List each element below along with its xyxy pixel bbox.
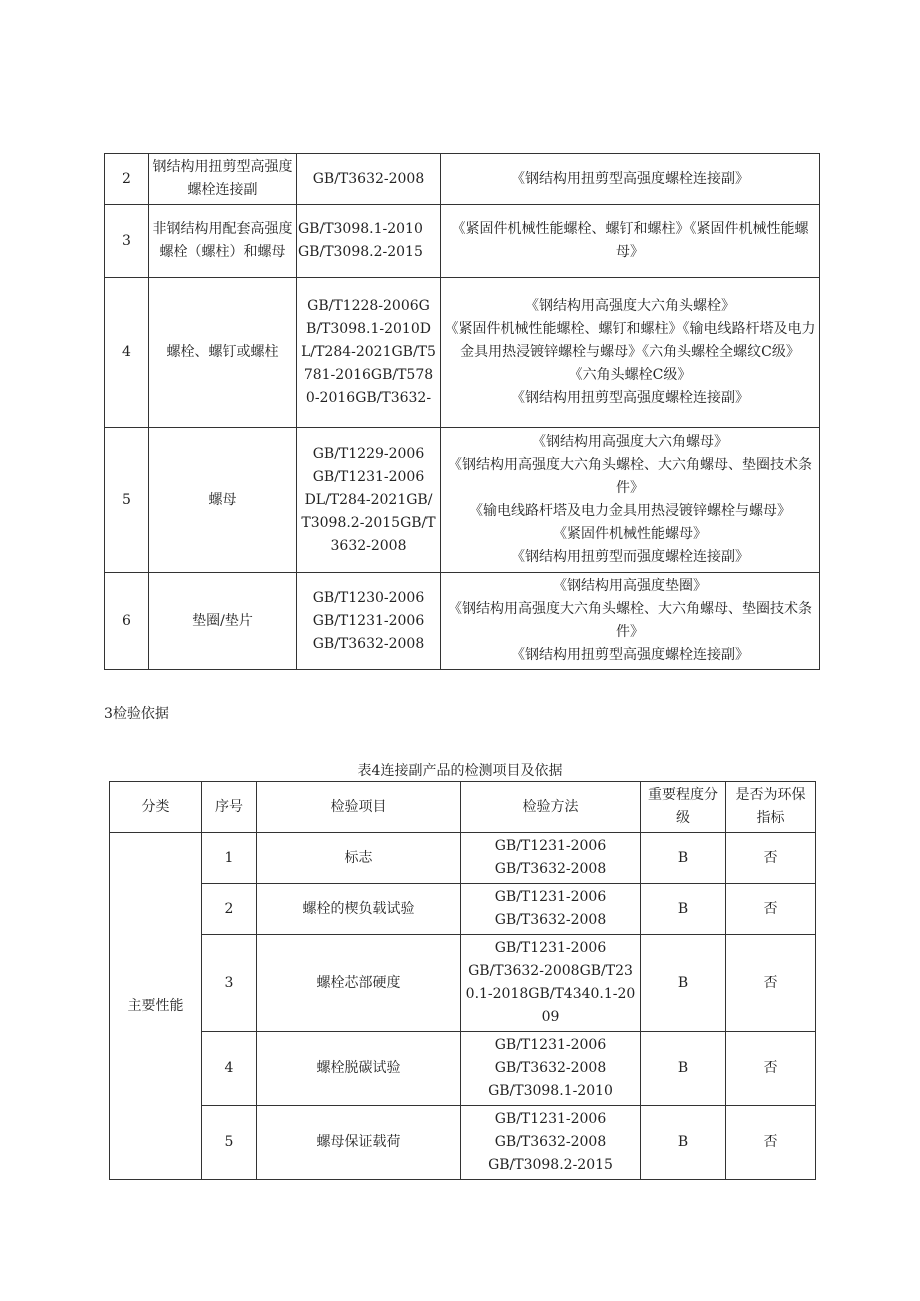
- importance-grade: B: [641, 935, 726, 1032]
- standard-reference: 《钢结构用高强度垫圈》 《钢结构用高强度大六角头螺栓、大六角螺母、垫圈技术条件》 《钢结构用扭剪型高强度螺栓连接副》: [441, 573, 820, 670]
- importance-grade: B: [641, 833, 726, 884]
- header-item: 检验项目: [257, 782, 461, 833]
- standard-code: GB/T1229-2006 GB/T1231-2006 DL/T284-2021GB/T3098.2-2015GB/T3632-2008: [297, 428, 441, 573]
- env-indicator: 否: [726, 1032, 816, 1106]
- product-name: 钢结构用扭剪型高强度螺栓连接副: [149, 154, 297, 205]
- inspection-item: 标志: [257, 833, 461, 884]
- env-indicator: 否: [726, 1106, 816, 1180]
- header-env: 是否为环保指标: [726, 782, 816, 833]
- inspection-item: 螺母保证载荷: [257, 1106, 461, 1180]
- row-number: 4: [202, 1032, 257, 1106]
- table-row: [105, 154, 820, 205]
- product-standards-table: [104, 153, 820, 670]
- standard-code: GB/T1230-2006 GB/T1231-2006 GB/T3632-2008: [297, 573, 441, 670]
- importance-grade: B: [641, 884, 726, 935]
- importance-grade: B: [641, 1032, 726, 1106]
- table-row: [110, 884, 816, 935]
- table-row: [105, 278, 820, 428]
- product-name: 螺母: [149, 428, 297, 573]
- row-number: 3: [202, 935, 257, 1032]
- inspection-method: GB/T1231-2006 GB/T3632-2008 GB/T3098.1-2010: [461, 1032, 641, 1106]
- env-indicator: 否: [726, 833, 816, 884]
- inspection-item: 螺栓的楔负载试验: [257, 884, 461, 935]
- standard-reference: 《钢结构用高强度大六角头螺栓》 《紧固件机械性能螺栓、螺钉和螺柱》《输电线路杆塔及电力金具用热浸镀锌螺栓与螺母》《六角头螺栓全螺纹C级》 《六角头螺栓C级》 《钢结构用扭剪型高强度螺栓连接副》: [441, 278, 820, 428]
- importance-grade: B: [641, 1106, 726, 1180]
- table-row: [105, 428, 820, 573]
- table-row: [110, 833, 816, 884]
- product-name: 垫圈/垫片: [149, 573, 297, 670]
- row-number: 1: [202, 833, 257, 884]
- env-indicator: 否: [726, 884, 816, 935]
- header-method: 检验方法: [461, 782, 641, 833]
- standard-code: GB/T1228-2006GB/T3098.1-2010DL/T284-2021GB/T5781-2016GB/T5780-2016GB/T3632-: [297, 278, 441, 428]
- row-number: 6: [105, 573, 149, 670]
- env-indicator: 否: [726, 935, 816, 1032]
- row-number: 3: [105, 205, 149, 278]
- standard-reference: 《紧固件机械性能螺栓、螺钉和螺柱》《紧固件机械性能螺母》: [441, 205, 820, 278]
- table-row: [105, 205, 820, 278]
- inspection-items-table: [109, 781, 816, 1180]
- row-number: 5: [202, 1106, 257, 1180]
- table-header-row: [110, 782, 816, 833]
- header-category: 分类: [110, 782, 202, 833]
- section-heading: 3检验依据: [104, 706, 169, 722]
- row-number: 2: [105, 154, 149, 205]
- row-number: 5: [105, 428, 149, 573]
- standard-reference: 《钢结构用高强度大六角螺母》 《钢结构用高强度大六角头螺栓、大六角螺母、垫圈技术条件》 《输电线路杆塔及电力金具用热浸镀锌螺栓与螺母》 《紧固件机械性能螺母》 《钢结构用扭剪型而强度螺栓连接副》: [441, 428, 820, 573]
- inspection-method: GB/T1231-2006 GB/T3632-2008GB/T230.1-2018GB/T4340.1-2009: [461, 935, 641, 1032]
- category-cell: 主要性能: [110, 833, 202, 1180]
- table-row: [110, 1106, 816, 1180]
- table-row: [110, 935, 816, 1032]
- table-row: [110, 1032, 816, 1106]
- table-caption: 表4连接副产品的检测项目及依据: [357, 763, 563, 779]
- product-name: 非钢结构用配套高强度螺栓（螺柱）和螺母: [149, 205, 297, 278]
- header-grade: 重要程度分级: [641, 782, 726, 833]
- standard-code: GB/T3098.1-2010 GB/T3098.2-2015: [297, 205, 441, 278]
- header-number: 序号: [202, 782, 257, 833]
- inspection-item: 螺栓脱碳试验: [257, 1032, 461, 1106]
- standard-code: GB/T3632-2008: [297, 154, 441, 205]
- inspection-method: GB/T1231-2006 GB/T3632-2008 GB/T3098.2-2015: [461, 1106, 641, 1180]
- row-number: 2: [202, 884, 257, 935]
- inspection-method: GB/T1231-2006 GB/T3632-2008: [461, 884, 641, 935]
- inspection-item: 螺栓芯部硬度: [257, 935, 461, 1032]
- product-name: 螺栓、螺钉或螺柱: [149, 278, 297, 428]
- standard-reference: 《钢结构用扭剪型高强度螺栓连接副》: [441, 154, 820, 205]
- inspection-method: GB/T1231-2006 GB/T3632-2008: [461, 833, 641, 884]
- row-number: 4: [105, 278, 149, 428]
- table-row: [105, 573, 820, 670]
